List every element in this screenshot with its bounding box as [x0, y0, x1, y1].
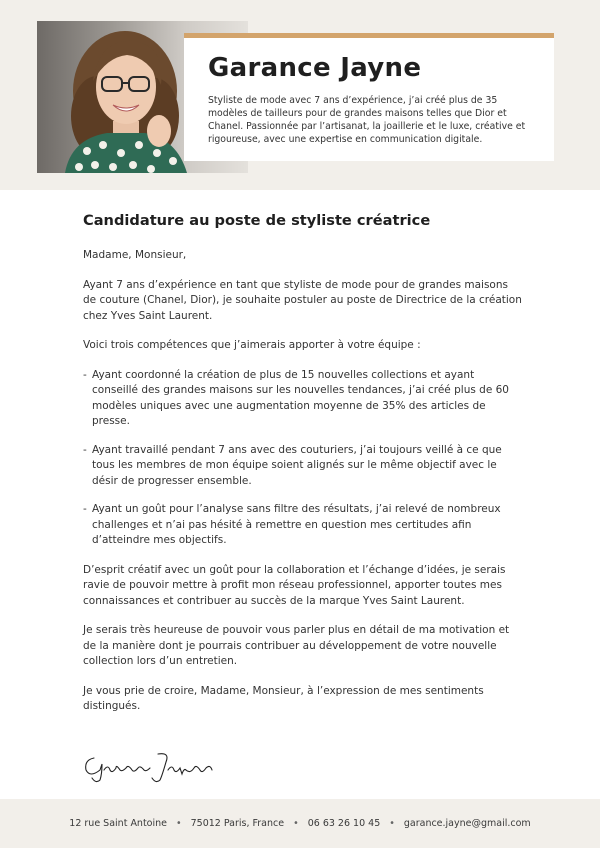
skills-list — [83, 368, 523, 549]
skill-item: - Ayant un goût pour l’analyse sans filtre des résultats, j’ai relevé de nombreux challenges et n’ai pas hésité à remettre en question mes certitudes afin d’atteindre mes objectifs. — [83, 502, 523, 549]
letter-title: Candidature au poste de styliste créatrice — [83, 212, 431, 229]
skills-intro: Voici trois compétences que j’aimerais apporter à votre équipe : — [83, 339, 421, 351]
skill-item: - Ayant travaillé pendant 7 ans avec des couturiers, j’ai toujours veillé à ce que tous les membres de mon équipe soient alignés sur le même objectif avec le désir de progresser ensemble. — [83, 443, 523, 490]
skill-item: - Ayant coordonné la création de plus de 15 nouvelles collections et ayant conseillé des grandes maisons sur les nouvelles tendances, j’ai créé plus de 60 modèles uniques avec une augmentation moyenne de 35% des articles de presse. — [83, 368, 523, 430]
name-card — [184, 33, 554, 161]
interview-paragraph: Je serais très heureuse de pouvoir vous parler plus en détail de ma motivation et de la manière dont je pourrais contribuer au développement de votre nouvelle collection lors d’un entretien. — [83, 624, 510, 667]
contact-footer — [0, 799, 600, 848]
candidate-name: Garance Jayne — [208, 53, 422, 83]
intro-paragraph: Ayant 7 ans d’expérience en tant que styliste de mode pour de grandes maisons de couture (Chanel, Dior), je souhaite postuler au poste de Directrice de la création chez Yves Saint Laurent. — [83, 278, 522, 322]
handwritten-signature — [80, 748, 220, 784]
letter-body — [83, 212, 523, 729]
profile-summary: Styliste de mode avec 7 ans d’expérience, j’ai créé plus de 35 modèles de tailleurs pour de grandes maisons telles que Dior et Chanel. Passionnée par l’artisanat, la joaillerie et le luxe, créative et rigoureuse, avec une expertise en communication digitale. — [208, 95, 526, 145]
separator-dot: • — [293, 818, 299, 829]
email-link[interactable]: garance.jayne@gmail.com — [403, 818, 531, 829]
closing-paragraph: Je vous prie de croire, Madame, Monsieur, à l’expression de mes sentiments distingués. — [83, 684, 484, 712]
city-text: 75012 Paris, France — [190, 818, 285, 829]
phone-text: 06 63 26 10 45 — [307, 818, 381, 829]
network-paragraph: D’esprit créatif avec un goût pour la collaboration et l’échange d’idées, je serais ravie de pouvoir mettre à profit mon réseau professionnel, apporter toutes mes connaissances et contribuer au succès de la marque Yves Saint Laurent. — [83, 563, 506, 607]
salutation: Madame, Monsieur, — [83, 249, 187, 261]
separator-dot: • — [389, 818, 395, 829]
separator-dot: • — [176, 818, 182, 829]
address-text: 12 rue Saint Antoine — [69, 818, 167, 829]
